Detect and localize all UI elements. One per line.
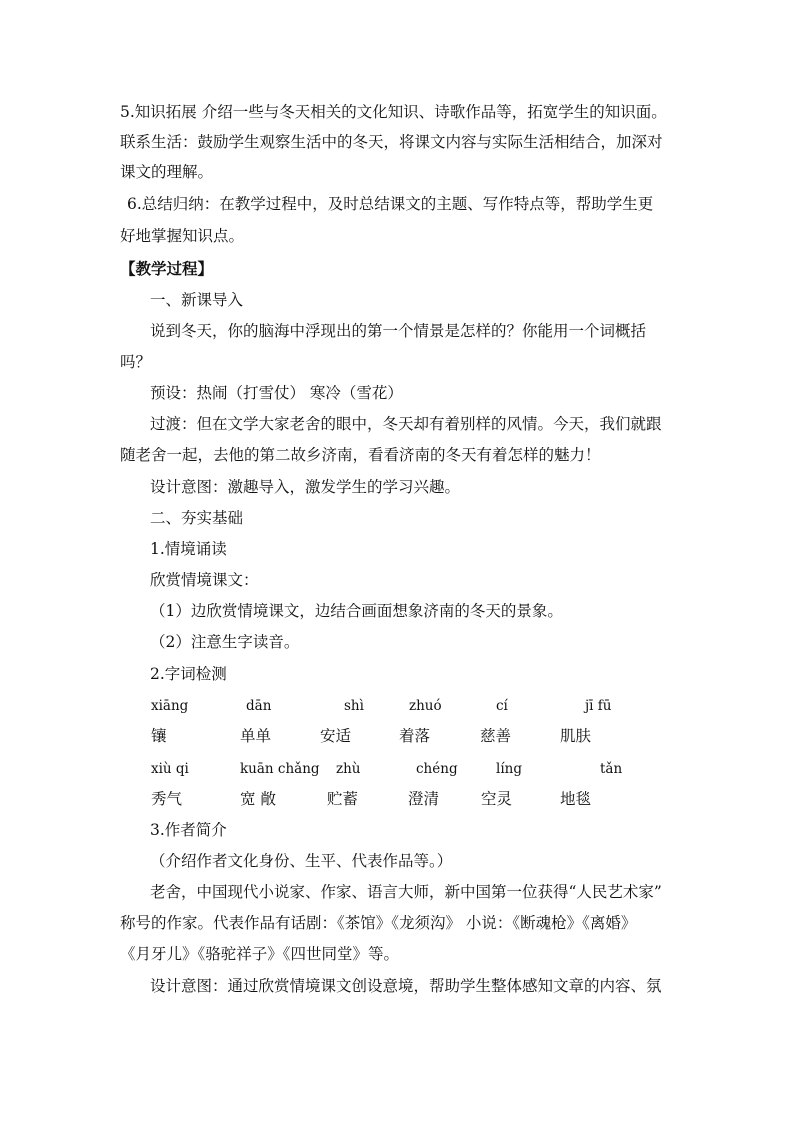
situational-reading-text: 欣赏情境课文：	[150, 571, 259, 589]
vocab-word: 单单	[240, 727, 272, 745]
vocab-pinyin: tǎn	[600, 761, 623, 777]
author-intro-note: （介绍作者文化身份、生平、代表作品等。）	[150, 852, 453, 870]
subheading-author-intro: 3.作者简介	[150, 821, 227, 839]
author-bio-cont: 称号的作家。代表作品有话剧：《茶馆》《龙须沟》 小说：《断魂枪》《离婚》	[120, 914, 637, 932]
vocab-pinyin: xiāng	[151, 698, 189, 714]
vocab-pinyin: zhuó	[409, 698, 442, 714]
intro-question: 说到冬天，你的脑海中浮现出的第一个情景是怎样的？你能用一个词概括	[150, 322, 647, 340]
vocab-word: 安适	[320, 727, 352, 745]
subheading-vocab-test: 2.字词检测	[150, 665, 227, 683]
vocab-pinyin: chéng	[416, 761, 458, 777]
vocab-pinyin: shì	[344, 698, 364, 714]
subheading-situational-reading: 1.情境诵读	[150, 540, 227, 558]
author-bio-cont-2: 《月牙儿》《骆驼祥子》《四世同堂》等。	[120, 945, 400, 963]
vocab-pinyin: kuān chǎng	[240, 761, 320, 777]
vocab-pinyin: líng	[496, 761, 522, 777]
vocab-word: 镶	[151, 727, 167, 745]
paragraph-summary-cont: 好地掌握知识点。	[120, 227, 245, 245]
intro-preset: 预设：热闹（打雪仗） 寒冷（雪花）	[150, 384, 403, 402]
section-title-intro: 一、新课导入	[150, 291, 244, 309]
vocab-word: 秀气	[151, 790, 183, 808]
vocab-pinyin: dān	[246, 698, 272, 714]
paragraph-summary: 6.总结归纳：在教学过程中，及时总结课文的主题、写作特点等，帮助学生更	[127, 195, 654, 213]
intro-question-cont: 吗？	[120, 353, 152, 371]
intro-transition-cont: 随老舍一起，去他的第二故乡济南，看看济南的冬天有着怎样的魅力！	[120, 446, 601, 464]
vocab-word: 空灵	[481, 790, 513, 808]
situational-reading-item-2: （2）注意生字读音。	[150, 633, 300, 651]
paragraph-knowledge-extension: 5.知识拓展 介绍一些与冬天相关的文化知识、诗歌作品等，拓宽学生的知识面。	[120, 103, 667, 121]
vocab-pinyin: zhù	[336, 761, 361, 777]
vocab-pinyin: jī fū	[585, 698, 612, 714]
paragraph-life-connection-cont: 课文的理解。	[120, 163, 214, 181]
vocab-word: 贮蓄	[327, 790, 359, 808]
vocab-word: 慈善	[480, 727, 512, 745]
vocab-word: 澄清	[408, 790, 440, 808]
section-title-foundation: 二、夯实基础	[150, 509, 244, 527]
paragraph-life-connection: 联系生活：鼓励学生观察生活中的冬天，将课文内容与实际生活相结合，加深对	[120, 133, 663, 151]
heading-teaching-process: 【教学过程】	[120, 259, 214, 278]
vocab-word: 着落	[399, 727, 431, 745]
vocab-word: 宽 敞	[240, 790, 276, 808]
intro-design-intent: 设计意图：激趣导入，激发学生的学习兴趣。	[150, 478, 461, 496]
final-design-intent: 设计意图：通过欣赏情境课文创设意境，帮助学生整体感知文章的内容、氛	[150, 977, 662, 995]
vocab-word: 地毯	[560, 790, 592, 808]
vocab-pinyin: cí	[496, 698, 508, 714]
vocab-pinyin: xiù qi	[151, 761, 189, 777]
author-bio: 老舍，中国现代小说家、作家、语言大师，新中国第一位获得“人民艺术家”	[150, 883, 662, 901]
situational-reading-item-1: （1）边欣赏情境课文，边结合画面想象济南的冬天的景象。	[150, 602, 563, 620]
vocab-word: 肌肤	[560, 727, 592, 745]
intro-transition: 过渡：但在文学大家老舍的眼中，冬天却有着别样的风情。今天，我们就跟	[150, 415, 662, 433]
